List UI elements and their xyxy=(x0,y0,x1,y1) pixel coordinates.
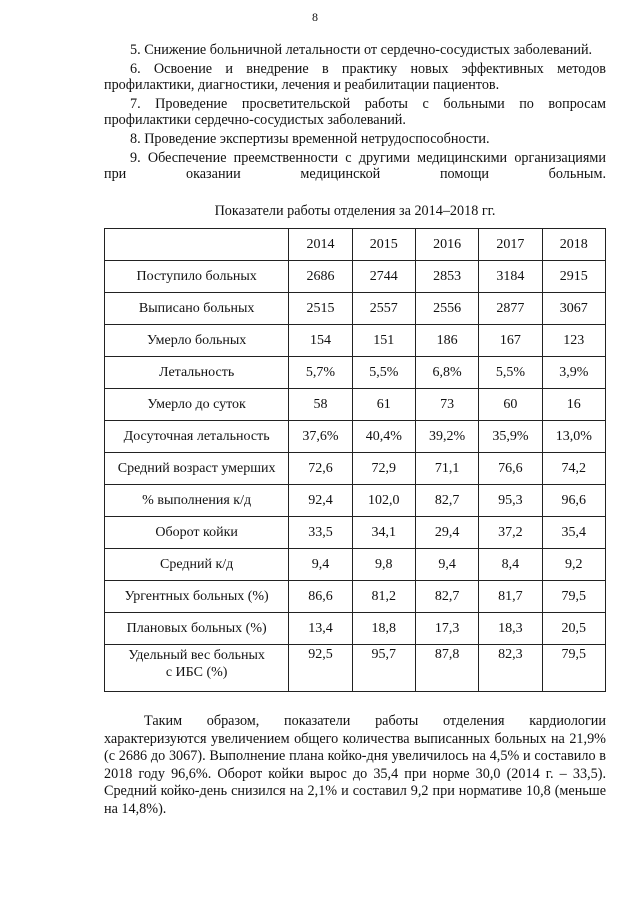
row-label-cell: Летальность xyxy=(105,357,289,389)
year-header-cell: 2016 xyxy=(415,229,478,261)
row-label-cell: Поступило больных xyxy=(105,261,289,293)
value-cell: 167 xyxy=(479,325,542,357)
table-row xyxy=(105,421,606,453)
year-header-cell: 2018 xyxy=(542,229,605,261)
value-cell: 79,5 xyxy=(542,581,605,613)
row-label-cell: Средний к/д xyxy=(105,549,289,581)
list-item: 9. Обеспечение преемственности с другими медицинскими организациями при оказании медицинской помощи больным. xyxy=(104,150,606,182)
value-cell: 18,8 xyxy=(352,613,415,645)
value-cell: 61 xyxy=(352,389,415,421)
value-cell: 72,9 xyxy=(352,453,415,485)
value-cell: 86,6 xyxy=(289,581,352,613)
value-cell: 2556 xyxy=(415,293,478,325)
year-header-cell: 2015 xyxy=(352,229,415,261)
value-cell: 82,7 xyxy=(415,485,478,517)
table-title: Показатели работы отделения за 2014–2018 гг. xyxy=(214,203,496,219)
table-row xyxy=(105,613,606,645)
value-cell: 2515 xyxy=(289,293,352,325)
value-cell: 9,4 xyxy=(289,549,352,581)
year-header-cell: 2017 xyxy=(479,229,542,261)
value-cell: 123 xyxy=(542,325,605,357)
value-cell: 2853 xyxy=(415,261,478,293)
value-cell: 102,0 xyxy=(352,485,415,517)
value-cell: 154 xyxy=(289,325,352,357)
list-item: 6. Освоение и внедрение в практику новых эффективных методов профилактики, диагностики, лечения и реабилитации пациентов. xyxy=(104,61,606,93)
value-cell: 37,6% xyxy=(289,421,352,453)
value-cell: 13,4 xyxy=(289,613,352,645)
table-header-row xyxy=(105,229,606,261)
list-item: 7. Проведение просветительской работы с больными по вопросам профилактики сердечно-сосудистых заболеваний. xyxy=(104,96,606,128)
table-row xyxy=(105,517,606,549)
value-cell: 76,6 xyxy=(479,453,542,485)
value-cell: 9,4 xyxy=(415,549,478,581)
table-row xyxy=(105,325,606,357)
table-row xyxy=(105,453,606,485)
value-cell: 60 xyxy=(479,389,542,421)
value-cell: 9,2 xyxy=(542,549,605,581)
value-cell: 58 xyxy=(289,389,352,421)
indicators-table xyxy=(104,228,606,692)
value-cell: 81,7 xyxy=(479,581,542,613)
row-label-cell: % выполнения к/д xyxy=(105,485,289,517)
value-cell: 5,7% xyxy=(289,357,352,389)
value-cell: 13,0% xyxy=(542,421,605,453)
table-row xyxy=(105,357,606,389)
value-cell: 16 xyxy=(542,389,605,421)
value-cell: 37,2 xyxy=(479,517,542,549)
value-cell: 33,5 xyxy=(289,517,352,549)
value-cell: 2557 xyxy=(352,293,415,325)
value-cell: 39,2% xyxy=(415,421,478,453)
value-cell: 74,2 xyxy=(542,453,605,485)
value-cell: 9,8 xyxy=(352,549,415,581)
row-label-cell: Средний возраст умерших xyxy=(105,453,289,485)
header-corner-cell xyxy=(105,229,289,261)
table-row xyxy=(105,549,606,581)
value-cell: 18,3 xyxy=(479,613,542,645)
value-cell: 95,3 xyxy=(479,485,542,517)
page-number: 8 xyxy=(312,10,318,24)
table-row xyxy=(105,261,606,293)
value-cell: 92,4 xyxy=(289,485,352,517)
value-cell: 5,5% xyxy=(479,357,542,389)
value-cell: 87,8 xyxy=(415,645,478,692)
value-cell: 35,9% xyxy=(479,421,542,453)
value-cell: 2686 xyxy=(289,261,352,293)
value-cell: 73 xyxy=(415,389,478,421)
value-cell: 79,5 xyxy=(542,645,605,692)
table-row xyxy=(105,485,606,517)
value-cell: 81,2 xyxy=(352,581,415,613)
value-cell: 95,7 xyxy=(352,645,415,692)
list-item: 5. Снижение больничной летальности от сердечно-сосудистых заболеваний. xyxy=(130,42,593,58)
value-cell: 5,5% xyxy=(352,357,415,389)
value-cell: 82,7 xyxy=(415,581,478,613)
value-cell: 2877 xyxy=(479,293,542,325)
value-cell: 35,4 xyxy=(542,517,605,549)
row-label-cell: Выписано больных xyxy=(105,293,289,325)
goals-list xyxy=(104,42,606,185)
value-cell: 82,3 xyxy=(479,645,542,692)
table-row xyxy=(105,293,606,325)
year-header-cell: 2014 xyxy=(289,229,352,261)
row-label-cell: Ургентных больных (%) xyxy=(105,581,289,613)
table-body xyxy=(105,229,606,692)
value-cell: 40,4% xyxy=(352,421,415,453)
row-label-cell: Умерло больных xyxy=(105,325,289,357)
table-row xyxy=(105,389,606,421)
value-cell: 17,3 xyxy=(415,613,478,645)
list-item: 8. Проведение экспертизы временной нетрудоспособности. xyxy=(130,131,490,147)
value-cell: 20,5 xyxy=(542,613,605,645)
value-cell: 2915 xyxy=(542,261,605,293)
value-cell: 96,6 xyxy=(542,485,605,517)
row-label-cell: Удельный вес больных с ИБС (%) xyxy=(105,645,289,692)
value-cell: 29,4 xyxy=(415,517,478,549)
value-cell: 3,9% xyxy=(542,357,605,389)
row-label-cell: Плановых больных (%) xyxy=(105,613,289,645)
value-cell: 2744 xyxy=(352,261,415,293)
value-cell: 6,8% xyxy=(415,357,478,389)
value-cell: 71,1 xyxy=(415,453,478,485)
value-cell: 186 xyxy=(415,325,478,357)
value-cell: 151 xyxy=(352,325,415,357)
value-cell: 72,6 xyxy=(289,453,352,485)
row-label-cell: Досуточная летальность xyxy=(105,421,289,453)
row-label-cell: Оборот койки xyxy=(105,517,289,549)
value-cell: 92,5 xyxy=(289,645,352,692)
table-row xyxy=(105,645,606,692)
table-row xyxy=(105,581,606,613)
value-cell: 8,4 xyxy=(479,549,542,581)
value-cell: 34,1 xyxy=(352,517,415,549)
row-label-cell: Умерло до суток xyxy=(105,389,289,421)
conclusion-paragraph: Таким образом, показатели работы отделения кардиологии характеризуются увеличением общего количества выписанных больных на 21,9% (с 2686 до 3067). Выполнение плана койко-дня увеличилось на 4,5% и составило в 2018 году 96,6%. Оборот койки вырос до 35,4 при норме 30,0 (2014 г. – 33,5). Средний койко-день снизился на 2,1% и составил 9,2 при нормативе 10,8 (меньше на 14,8%). xyxy=(104,713,606,817)
value-cell: 3067 xyxy=(542,293,605,325)
value-cell: 3184 xyxy=(479,261,542,293)
